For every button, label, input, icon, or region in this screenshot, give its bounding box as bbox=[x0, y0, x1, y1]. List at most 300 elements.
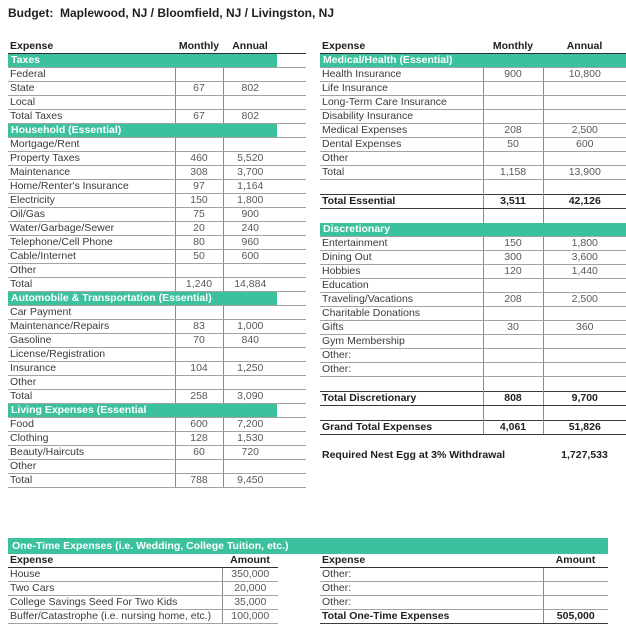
expense-cell: Mortgage/Rent bbox=[8, 138, 175, 152]
table-row bbox=[8, 446, 306, 460]
monthly-cell: 900 bbox=[483, 68, 543, 82]
expense-cell: Expense bbox=[320, 554, 543, 568]
expense-cell: Disability Insurance bbox=[320, 110, 483, 124]
monthly-cell: 120 bbox=[483, 265, 543, 279]
filler-cell bbox=[277, 376, 306, 390]
table-row bbox=[8, 40, 306, 54]
monthly-cell: 208 bbox=[483, 124, 543, 138]
monthly-cell bbox=[175, 96, 223, 110]
expense-cell: Food bbox=[8, 418, 175, 432]
monthly-cell: 67 bbox=[175, 82, 223, 96]
annual-cell: Annual bbox=[223, 40, 277, 54]
amount-cell: Amount bbox=[543, 554, 608, 568]
annual-cell bbox=[543, 349, 626, 363]
table-row bbox=[8, 334, 306, 348]
annual-cell bbox=[223, 264, 277, 278]
expense-cell: Cable/Internet bbox=[8, 250, 175, 264]
table-row bbox=[8, 376, 306, 390]
monthly-cell: 258 bbox=[175, 390, 223, 404]
annual-cell bbox=[223, 68, 277, 82]
monthly-cell: 308 bbox=[175, 166, 223, 180]
expense-cell: Expense bbox=[320, 40, 483, 54]
expense-cell: Gifts bbox=[320, 321, 483, 335]
nest-egg-value: 1,727,533 bbox=[561, 449, 608, 461]
table-row bbox=[320, 138, 626, 152]
table-row bbox=[320, 307, 626, 321]
table-row bbox=[320, 96, 626, 110]
annual-cell: 2,500 bbox=[543, 124, 626, 138]
monthly-cell bbox=[483, 307, 543, 321]
monthly-cell bbox=[483, 279, 543, 293]
expense-cell: College Savings Seed For Two Kids bbox=[8, 596, 222, 610]
annual-cell: 1,800 bbox=[223, 194, 277, 208]
annual-cell: Annual bbox=[543, 40, 626, 54]
monthly-budget-table-left bbox=[8, 40, 306, 488]
annual-cell: 14,884 bbox=[223, 278, 277, 292]
table-row bbox=[8, 96, 306, 110]
table-row bbox=[320, 209, 626, 224]
table-row bbox=[320, 582, 608, 596]
annual-cell: 360 bbox=[543, 321, 626, 335]
table-row bbox=[320, 152, 626, 166]
table-row bbox=[320, 180, 626, 195]
table-row bbox=[320, 279, 626, 293]
annual-cell: 840 bbox=[223, 334, 277, 348]
section-header: Living Expenses (Essential bbox=[8, 404, 277, 418]
amount-cell: 505,000 bbox=[543, 610, 608, 624]
table-row bbox=[8, 68, 306, 82]
annual-cell bbox=[543, 363, 626, 377]
one-time-table-right bbox=[320, 554, 608, 624]
nest-egg-label: Required Nest Egg at 3% Withdrawal bbox=[322, 449, 506, 461]
expense-cell: Medical Expenses bbox=[320, 124, 483, 138]
section-row bbox=[320, 54, 626, 68]
filler-cell bbox=[277, 390, 306, 404]
expense-cell: House bbox=[8, 568, 222, 582]
monthly-cell bbox=[483, 110, 543, 124]
table-row bbox=[8, 250, 306, 264]
table-row bbox=[8, 418, 306, 432]
annual-cell bbox=[223, 306, 277, 320]
annual-cell: 1,800 bbox=[543, 237, 626, 251]
filler-cell bbox=[277, 152, 306, 166]
table-row bbox=[8, 222, 306, 236]
annual-cell bbox=[543, 82, 626, 96]
filler-cell bbox=[277, 54, 306, 68]
monthly-cell: Monthly bbox=[175, 40, 223, 54]
expense-cell: Federal bbox=[8, 68, 175, 82]
table-row bbox=[8, 596, 278, 610]
table-row bbox=[8, 582, 278, 596]
filler-cell bbox=[277, 166, 306, 180]
section-header: Automobile & Transportation (Essential) bbox=[8, 292, 277, 306]
expense-cell: Home/Renter's Insurance bbox=[8, 180, 175, 194]
table-row bbox=[8, 306, 306, 320]
annual-cell bbox=[223, 460, 277, 474]
expense-cell: Other bbox=[320, 152, 483, 166]
table-row bbox=[320, 610, 608, 624]
expense-cell: Other bbox=[8, 376, 175, 390]
table-row bbox=[8, 610, 278, 624]
annual-cell bbox=[543, 209, 626, 224]
table-row bbox=[320, 554, 608, 568]
table-row bbox=[320, 421, 626, 435]
monthly-cell bbox=[483, 406, 543, 421]
table-row bbox=[8, 194, 306, 208]
monthly-cell bbox=[483, 435, 543, 450]
table-row bbox=[8, 236, 306, 250]
section-row bbox=[320, 223, 626, 237]
expense-cell: Other: bbox=[320, 568, 543, 582]
table-row bbox=[8, 320, 306, 334]
monthly-cell: 300 bbox=[483, 251, 543, 265]
expense-cell: Total Essential bbox=[320, 195, 483, 209]
monthly-cell bbox=[483, 209, 543, 224]
annual-cell: 240 bbox=[223, 222, 277, 236]
monthly-cell bbox=[483, 82, 543, 96]
table-row bbox=[8, 138, 306, 152]
annual-cell bbox=[223, 348, 277, 362]
table-row bbox=[8, 278, 306, 292]
annual-cell: 600 bbox=[543, 138, 626, 152]
annual-cell: 1,530 bbox=[223, 432, 277, 446]
filler-cell bbox=[277, 208, 306, 222]
filler-cell bbox=[277, 432, 306, 446]
section-header: Taxes bbox=[8, 54, 277, 68]
filler-cell bbox=[277, 222, 306, 236]
expense-cell: Other: bbox=[320, 596, 543, 610]
table-row bbox=[8, 264, 306, 278]
annual-cell: 1,250 bbox=[223, 362, 277, 376]
filler-cell bbox=[277, 418, 306, 432]
table-row bbox=[320, 363, 626, 377]
expense-cell: Entertainment bbox=[320, 237, 483, 251]
monthly-budget-table-right bbox=[320, 40, 626, 462]
monthly-cell: 50 bbox=[483, 138, 543, 152]
section-header: Household (Essential) bbox=[8, 124, 277, 138]
expense-cell: Grand Total Expenses bbox=[320, 421, 483, 435]
annual-cell: 802 bbox=[223, 82, 277, 96]
table-row bbox=[320, 406, 626, 421]
monthly-cell bbox=[175, 264, 223, 278]
monthly-cell: 208 bbox=[483, 293, 543, 307]
filler-cell bbox=[277, 180, 306, 194]
expense-cell: Total bbox=[8, 390, 175, 404]
table-row bbox=[320, 596, 608, 610]
expense-cell: Property Taxes bbox=[8, 152, 175, 166]
table-row bbox=[320, 435, 626, 450]
annual-cell: 9,450 bbox=[223, 474, 277, 488]
expense-cell bbox=[320, 435, 483, 450]
annual-cell: 51,826 bbox=[543, 421, 626, 435]
expense-cell: Maintenance/Repairs bbox=[8, 320, 175, 334]
annual-cell bbox=[543, 180, 626, 195]
annual-cell bbox=[543, 406, 626, 421]
amount-cell: 20,000 bbox=[222, 582, 278, 596]
table-row bbox=[320, 265, 626, 279]
expense-cell bbox=[320, 377, 483, 392]
amount-cell: 100,000 bbox=[222, 610, 278, 624]
filler-cell bbox=[277, 474, 306, 488]
annual-cell bbox=[543, 96, 626, 110]
expense-cell: Education bbox=[320, 279, 483, 293]
annual-cell bbox=[543, 279, 626, 293]
annual-cell bbox=[223, 96, 277, 110]
annual-cell: 10,800 bbox=[543, 68, 626, 82]
monthly-cell: 97 bbox=[175, 180, 223, 194]
monthly-cell: 80 bbox=[175, 236, 223, 250]
filler-cell bbox=[277, 82, 306, 96]
monthly-cell: 20 bbox=[175, 222, 223, 236]
expense-cell: Health Insurance bbox=[320, 68, 483, 82]
table-row bbox=[8, 152, 306, 166]
table-row bbox=[320, 166, 626, 180]
expense-cell: Life Insurance bbox=[320, 82, 483, 96]
monthly-cell bbox=[175, 348, 223, 362]
amount-cell bbox=[543, 568, 608, 582]
filler-cell bbox=[277, 236, 306, 250]
annual-cell bbox=[543, 435, 626, 450]
filler-cell bbox=[277, 278, 306, 292]
monthly-cell: 104 bbox=[175, 362, 223, 376]
monthly-cell bbox=[483, 377, 543, 392]
filler-cell bbox=[277, 250, 306, 264]
table-row bbox=[320, 251, 626, 265]
table-row bbox=[8, 348, 306, 362]
page-title: Budget: Maplewood, NJ / Bloomfield, NJ / Livingston, NJ bbox=[8, 6, 335, 20]
table-row bbox=[8, 362, 306, 376]
filler-cell bbox=[277, 362, 306, 376]
expense-cell: State bbox=[8, 82, 175, 96]
expense-cell: Total Discretionary bbox=[320, 392, 483, 406]
section-header: Medical/Health (Essential) bbox=[320, 54, 626, 68]
expense-cell bbox=[320, 406, 483, 421]
section-header: Discretionary bbox=[320, 223, 626, 237]
filler-cell bbox=[277, 320, 306, 334]
monthly-cell: 30 bbox=[483, 321, 543, 335]
table-row bbox=[320, 40, 626, 54]
expense-cell: Traveling/Vacations bbox=[320, 293, 483, 307]
annual-cell bbox=[223, 138, 277, 152]
filler-cell bbox=[277, 460, 306, 474]
section-row bbox=[8, 404, 306, 418]
annual-cell: 1,000 bbox=[223, 320, 277, 334]
annual-cell: 13,900 bbox=[543, 166, 626, 180]
annual-cell: 3,700 bbox=[223, 166, 277, 180]
monthly-cell: 600 bbox=[175, 418, 223, 432]
filler-cell bbox=[277, 404, 306, 418]
monthly-cell bbox=[175, 376, 223, 390]
annual-cell: 2,500 bbox=[543, 293, 626, 307]
monthly-cell: 75 bbox=[175, 208, 223, 222]
monthly-cell: Monthly bbox=[483, 40, 543, 54]
table-row bbox=[320, 392, 626, 406]
monthly-cell bbox=[483, 96, 543, 110]
section-row bbox=[8, 124, 306, 138]
annual-cell: 3,090 bbox=[223, 390, 277, 404]
annual-cell bbox=[223, 376, 277, 390]
annual-cell: 7,200 bbox=[223, 418, 277, 432]
one-time-table-left bbox=[8, 554, 278, 624]
filler-cell bbox=[277, 194, 306, 208]
expense-cell: Dining Out bbox=[320, 251, 483, 265]
expense-cell: Gasoline bbox=[8, 334, 175, 348]
table-row bbox=[8, 474, 306, 488]
one-time-expenses-banner: One-Time Expenses (i.e. Wedding, College Tuition, etc.) bbox=[8, 538, 608, 554]
amount-cell: 350,000 bbox=[222, 568, 278, 582]
table-row bbox=[320, 293, 626, 307]
monthly-cell: 150 bbox=[175, 194, 223, 208]
annual-cell: 42,126 bbox=[543, 195, 626, 209]
annual-cell: 600 bbox=[223, 250, 277, 264]
filler-cell bbox=[277, 110, 306, 124]
annual-cell bbox=[543, 152, 626, 166]
monthly-cell: 4,061 bbox=[483, 421, 543, 435]
expense-cell: Clothing bbox=[8, 432, 175, 446]
monthly-cell: 1,240 bbox=[175, 278, 223, 292]
table-row bbox=[8, 180, 306, 194]
annual-cell: 802 bbox=[223, 110, 277, 124]
annual-cell: 1,440 bbox=[543, 265, 626, 279]
expense-cell: Electricity bbox=[8, 194, 175, 208]
amount-cell bbox=[543, 582, 608, 596]
filler-cell bbox=[277, 292, 306, 306]
annual-cell: 720 bbox=[223, 446, 277, 460]
annual-cell: 3,600 bbox=[543, 251, 626, 265]
expense-cell: Charitable Donations bbox=[320, 307, 483, 321]
monthly-cell: 808 bbox=[483, 392, 543, 406]
table-row bbox=[8, 390, 306, 404]
annual-cell: 960 bbox=[223, 236, 277, 250]
expense-cell: Water/Garbage/Sewer bbox=[8, 222, 175, 236]
filler-cell bbox=[277, 348, 306, 362]
annual-cell bbox=[543, 335, 626, 349]
monthly-cell bbox=[175, 68, 223, 82]
expense-cell: Other: bbox=[320, 363, 483, 377]
expense-cell: Insurance bbox=[8, 362, 175, 376]
amount-cell bbox=[543, 596, 608, 610]
table-row bbox=[320, 124, 626, 138]
monthly-cell: 60 bbox=[175, 446, 223, 460]
table-row bbox=[320, 68, 626, 82]
expense-cell: License/Registration bbox=[8, 348, 175, 362]
annual-cell: 900 bbox=[223, 208, 277, 222]
filler-cell bbox=[277, 138, 306, 152]
monthly-cell bbox=[483, 335, 543, 349]
expense-cell: Oil/Gas bbox=[8, 208, 175, 222]
expense-cell: Other bbox=[8, 460, 175, 474]
amount-cell: 35,000 bbox=[222, 596, 278, 610]
monthly-cell: 70 bbox=[175, 334, 223, 348]
expense-cell: Dental Expenses bbox=[320, 138, 483, 152]
table-row bbox=[8, 208, 306, 222]
annual-cell: 1,164 bbox=[223, 180, 277, 194]
expense-cell: Two Cars bbox=[8, 582, 222, 596]
table-row bbox=[8, 568, 278, 582]
table-row bbox=[8, 82, 306, 96]
table-row bbox=[320, 110, 626, 124]
expense-cell: Maintenance bbox=[8, 166, 175, 180]
monthly-cell: 128 bbox=[175, 432, 223, 446]
filler-cell bbox=[277, 306, 306, 320]
monthly-cell bbox=[175, 306, 223, 320]
monthly-cell: 3,511 bbox=[483, 195, 543, 209]
table-row bbox=[320, 568, 608, 582]
monthly-cell: 150 bbox=[483, 237, 543, 251]
monthly-cell: 1,158 bbox=[483, 166, 543, 180]
monthly-cell bbox=[483, 363, 543, 377]
annual-cell bbox=[543, 110, 626, 124]
expense-cell: Long-Term Care Insurance bbox=[320, 96, 483, 110]
table-row bbox=[320, 237, 626, 251]
table-row bbox=[8, 460, 306, 474]
monthly-cell: 83 bbox=[175, 320, 223, 334]
table-row bbox=[320, 335, 626, 349]
table-row bbox=[320, 377, 626, 392]
expense-cell: Car Payment bbox=[8, 306, 175, 320]
table-row bbox=[320, 82, 626, 96]
filler-cell bbox=[277, 96, 306, 110]
expense-cell: Buffer/Catastrophe (i.e. nursing home, etc.) bbox=[8, 610, 222, 624]
table-row bbox=[320, 321, 626, 335]
filler-cell bbox=[277, 68, 306, 82]
amount-cell: Amount bbox=[222, 554, 278, 568]
annual-cell bbox=[543, 307, 626, 321]
table-row bbox=[8, 166, 306, 180]
monthly-cell bbox=[175, 460, 223, 474]
table-row bbox=[320, 349, 626, 363]
expense-cell: Expense bbox=[8, 40, 175, 54]
expense-cell: Hobbies bbox=[320, 265, 483, 279]
monthly-cell bbox=[483, 349, 543, 363]
monthly-cell bbox=[483, 152, 543, 166]
monthly-cell: 50 bbox=[175, 250, 223, 264]
expense-cell: Telephone/Cell Phone bbox=[8, 236, 175, 250]
monthly-cell bbox=[483, 180, 543, 195]
table-row bbox=[8, 432, 306, 446]
table-row bbox=[8, 554, 278, 568]
expense-cell: Total bbox=[8, 278, 175, 292]
expense-cell bbox=[320, 180, 483, 195]
section-row bbox=[8, 292, 306, 306]
monthly-cell bbox=[175, 138, 223, 152]
annual-cell: 9,700 bbox=[543, 392, 626, 406]
expense-cell: Other: bbox=[320, 349, 483, 363]
expense-cell: Total bbox=[320, 166, 483, 180]
table-row bbox=[320, 449, 626, 462]
table-row bbox=[320, 195, 626, 209]
expense-cell: Gym Membership bbox=[320, 335, 483, 349]
expense-cell: Other: bbox=[320, 582, 543, 596]
annual-cell: 5,520 bbox=[223, 152, 277, 166]
expense-cell: Total bbox=[8, 474, 175, 488]
monthly-cell: 788 bbox=[175, 474, 223, 488]
expense-cell: Other bbox=[8, 264, 175, 278]
expense-cell: Beauty/Haircuts bbox=[8, 446, 175, 460]
annual-cell bbox=[543, 377, 626, 392]
expense-cell bbox=[320, 209, 483, 224]
monthly-cell: 460 bbox=[175, 152, 223, 166]
expense-cell: Total One-Time Expenses bbox=[320, 610, 543, 624]
expense-cell: Local bbox=[8, 96, 175, 110]
section-row bbox=[8, 54, 306, 68]
expense-cell: Total Taxes bbox=[8, 110, 175, 124]
filler-cell bbox=[277, 124, 306, 138]
filler-cell bbox=[277, 446, 306, 460]
filler-cell bbox=[277, 264, 306, 278]
filler-cell bbox=[277, 334, 306, 348]
expense-cell: Expense bbox=[8, 554, 222, 568]
